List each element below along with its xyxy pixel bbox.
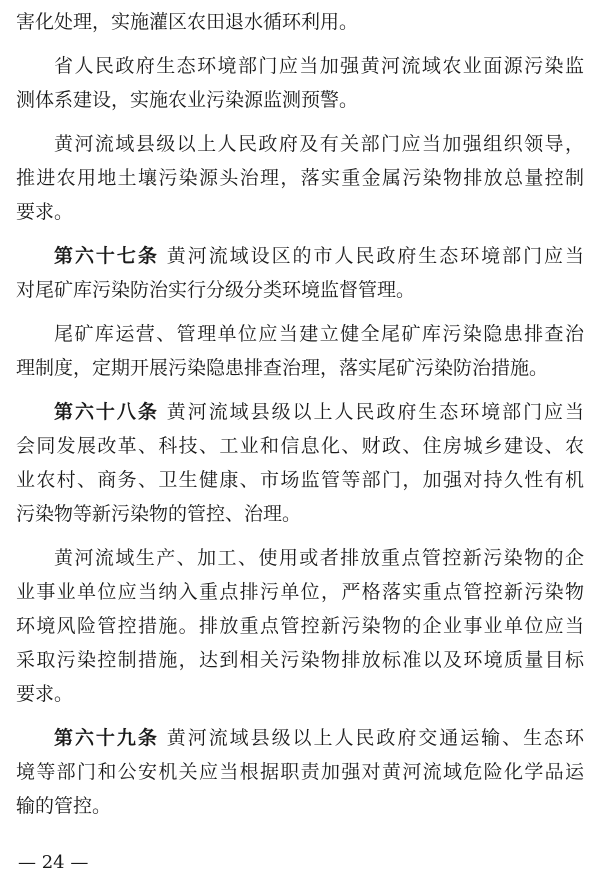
article-heading: 第六十七条 — [54, 245, 159, 267]
paragraph-line: 业农村、商务、卫生健康、市场监管等部门，加强对持久性有机 — [16, 469, 584, 491]
article-first-line — [54, 726, 584, 750]
paragraph-line: 境等部门和公安机关应当根据职责加强对黄河流域危险化学品运 — [16, 761, 584, 783]
paragraph-line: 黄河流域县级以上人民政府交通运输、生态环 — [166, 727, 584, 749]
paragraph-line: 黄河流域设区的市人民政府生态环境部门应当 — [166, 245, 584, 267]
paragraph-line: 黄河流域生产、加工、使用或者排放重点管控新污染物的企 — [54, 547, 584, 569]
article-first-line — [54, 244, 584, 268]
paragraph-line: 污染物等新污染物的管控、治理。 — [16, 503, 302, 525]
paragraph-line: 黄河流域县级以上人民政府生态环境部门应当 — [166, 401, 584, 423]
paragraph-line: 会同发展改革、科技、工业和信息化、财政、住房城乡建设、农 — [16, 435, 584, 457]
paragraph-line: 输的管控。 — [16, 795, 112, 817]
page-number: — 24 — — [18, 852, 89, 873]
article-heading: 第六十八条 — [54, 401, 159, 423]
paragraph-line: 尾矿库运营、管理单位应当建立健全尾矿库污染隐患排查治 — [54, 323, 584, 345]
paragraph-line: 要求。 — [16, 683, 74, 705]
paragraph-line: 测体系建设，实施农业污染源监测预警。 — [16, 89, 359, 111]
paragraph-line: 理制度，定期开展污染隐患排查治理，落实尾矿污染防治措施。 — [16, 357, 549, 379]
paragraph-line: 业事业单位应当纳入重点排污单位，严格落实重点管控新污染物 — [16, 581, 584, 603]
article-first-line — [54, 400, 584, 424]
paragraph-line: 要求。 — [16, 201, 74, 223]
paragraph-line: 害化处理，实施灌区农田退水循环利用。 — [16, 11, 359, 33]
paragraph-line: 黄河流域县级以上人民政府及有关部门应当加强组织领导， — [54, 133, 584, 155]
article-heading: 第六十九条 — [54, 727, 159, 749]
paragraph-line: 环境风险管控措施。排放重点管控新污染物的企业事业单位应当 — [16, 615, 584, 637]
paragraph-line: 推进农用地土壤污染源头治理，落实重金属污染物排放总量控制 — [16, 167, 584, 189]
paragraph-line: 采取污染控制措施，达到相关污染物排放标准以及环境质量目标 — [16, 649, 584, 671]
paragraph-line: 对尾矿库污染防治实行分级分类环境监督管理。 — [16, 279, 416, 301]
paragraph-line: 省人民政府生态环境部门应当加强黄河流域农业面源污染监 — [54, 55, 584, 77]
